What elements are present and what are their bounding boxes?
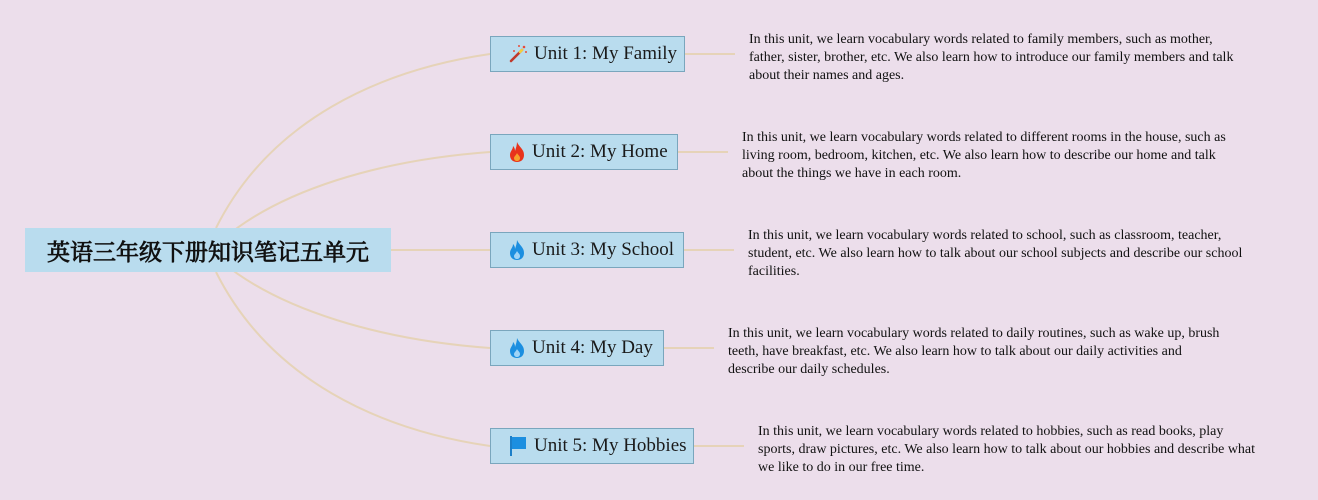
unit-2-description: In this unit, we learn vocabulary words related to different rooms in the house, such as living room, bedroom, kitchen, etc. We also learn how to describe our home and talk about the things we have in each room. [742, 130, 1226, 181]
unit-2-label: Unit 2: My Home [532, 141, 668, 162]
unit-5-description: In this unit, we learn vocabulary words related to hobbies, such as read books, play sports, draw pictures, etc. We also learn how to talk about our hobbies and describe what we like to do in our free time. [758, 424, 1256, 475]
unit-4-node[interactable] [490, 330, 664, 366]
unit-5-label: Unit 5: My Hobbies [534, 435, 687, 456]
connector-root-unit-1 [216, 54, 490, 228]
unit-4-description: In this unit, we learn vocabulary words related to daily routines, such as wake up, brush teeth, have breakfast, etc. We also learn how to talk about our daily activities and describe our daily schedules. [728, 326, 1220, 377]
root-topic-label: 英语三年级下册知识笔记五单元 [47, 239, 369, 266]
unit-3-label: Unit 3: My School [532, 239, 674, 260]
unit-3-node[interactable] [490, 232, 684, 268]
root-topic[interactable] [25, 228, 391, 272]
connector-root-unit-2 [222, 152, 490, 240]
unit-2-node[interactable] [490, 134, 678, 170]
magic-wand-icon [508, 43, 528, 65]
unit-5-node[interactable] [490, 428, 694, 464]
unit-1-node[interactable] [490, 36, 685, 72]
flag-icon [508, 435, 528, 457]
unit-1-description: In this unit, we learn vocabulary words related to family members, such as mother, father, sister, brother, etc. We also learn how to introduce our family members and talk about their names and ages. [749, 32, 1234, 83]
unit-1-label: Unit 1: My Family [534, 43, 678, 64]
unit-3-description: In this unit, we learn vocabulary words related to school, such as classroom, teacher, student, etc. We also learn how to talk about our school subjects and describe our school facilities. [748, 228, 1243, 279]
connector-root-unit-4 [222, 262, 490, 348]
unit-4-label: Unit 4: My Day [532, 337, 653, 358]
connector-root-unit-5 [216, 272, 490, 446]
fire-icon [508, 141, 526, 163]
blue-flame-icon [508, 239, 526, 261]
blue-flame-icon [508, 337, 526, 359]
